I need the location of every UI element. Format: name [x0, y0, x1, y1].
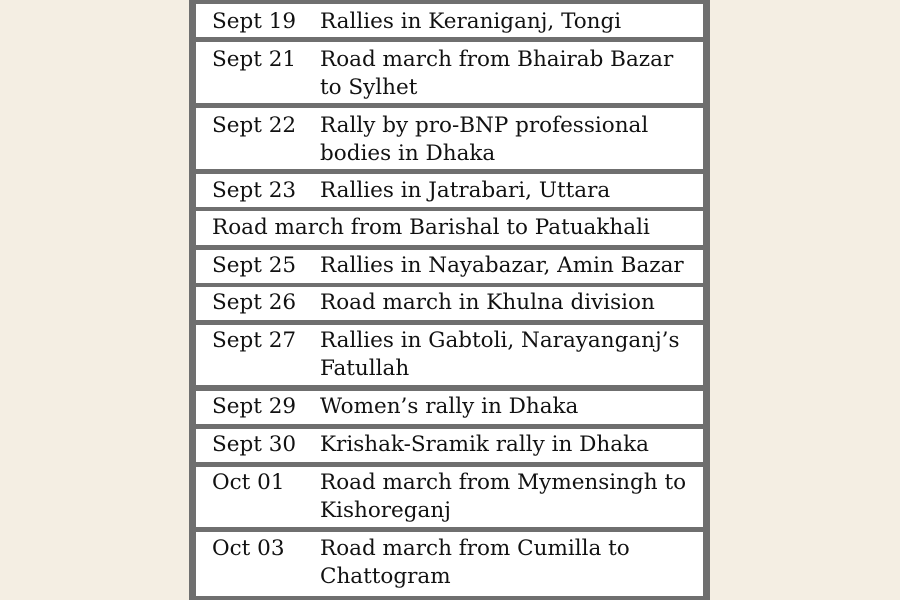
- row-event: Road march from Mymensingh to Kishoreganj: [320, 470, 687, 523]
- row-date: Sept 21: [212, 47, 297, 72]
- table-row-merged: [196, 211, 703, 245]
- row-event: Rallies in Gabtoli, Narayanganj’s Fatullah: [320, 328, 680, 381]
- schedule-table: [189, 0, 710, 600]
- table-row: [196, 429, 703, 462]
- table-row: [196, 532, 703, 596]
- table-row: [196, 467, 703, 527]
- row-date: Sept 19: [212, 9, 297, 34]
- row-date: Sept 29: [212, 394, 297, 419]
- row-date: Sept 23: [212, 178, 297, 203]
- row-date: Sept 25: [212, 253, 297, 278]
- table-row: [196, 287, 703, 320]
- row-event: Rallies in Keraniganj, Tongi: [320, 9, 622, 34]
- row-date: Sept 22: [212, 113, 297, 138]
- row-event: Road march from Barishal to Patuakhali: [212, 215, 650, 240]
- row-event: Road march from Bhairab Bazar to Sylhet: [320, 47, 674, 100]
- table-row: [196, 174, 703, 207]
- table-row: [196, 42, 703, 103]
- row-date: Oct 03: [212, 536, 285, 561]
- table-row: [196, 108, 703, 169]
- row-event: Krishak-Sramik rally in Dhaka: [320, 432, 649, 457]
- row-event: Rally by pro-BNP professional bodies in Dhaka: [320, 113, 649, 166]
- table-row: [196, 4, 703, 37]
- row-date: Oct 01: [212, 470, 285, 495]
- row-event: Rallies in Jatrabari, Uttara: [320, 178, 611, 203]
- row-event: Road march in Khulna division: [320, 290, 655, 315]
- row-date: Sept 26: [212, 290, 297, 315]
- row-event: Road march from Cumilla to Chattogram: [320, 536, 630, 589]
- row-event: Women’s rally in Dhaka: [320, 394, 579, 419]
- table-row: [196, 325, 703, 385]
- table-row: [196, 391, 703, 424]
- row-date: Sept 30: [212, 432, 297, 457]
- row-event: Rallies in Nayabazar, Amin Bazar: [320, 253, 684, 278]
- row-date: Sept 27: [212, 328, 297, 353]
- table-row: [196, 250, 703, 283]
